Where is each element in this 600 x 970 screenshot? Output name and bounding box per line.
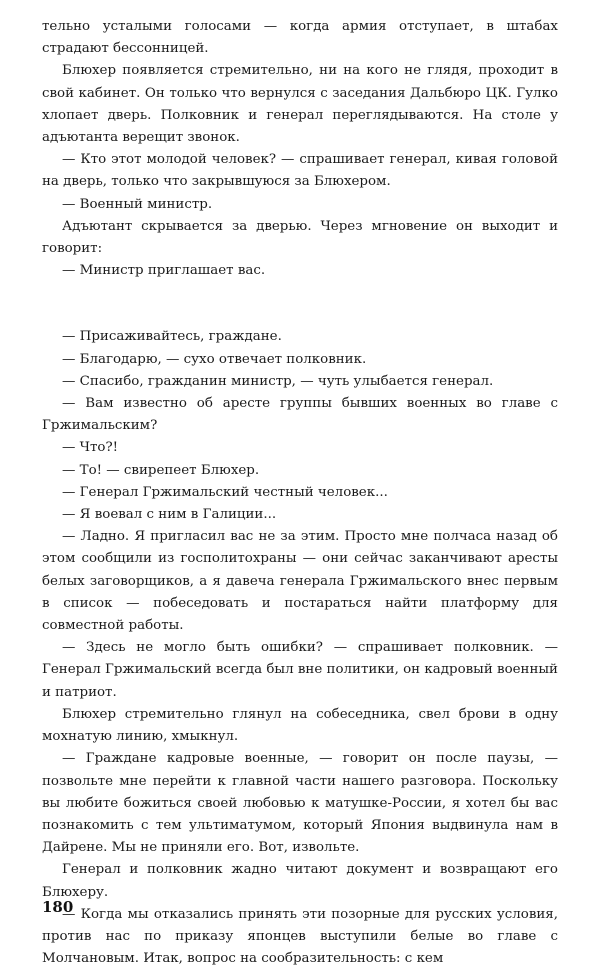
paragraph: — То! — свирепеет Блюхер. [62, 462, 260, 478]
paragraph: — Граждане кадровые военные, — говорит он после паузы, — позвольте мне перейти к главной части нашего разговора. Поскольку вы любите божиться своей любовью к матушке-России, я хотел бы вас познакомить с тем ультиматумом, который Япония выдвинула нам в Дайрене. Мы не приняли его. Вот, извольте. [42, 751, 558, 856]
paragraph: — Военный министр. [62, 196, 213, 212]
page-number: 180 [42, 898, 74, 916]
page-body [42, 16, 558, 970]
paragraph: Адъютант скрывается за дверью. Через мгновение он выходит и говорит: [42, 218, 558, 257]
paragraph: Блюхер появляется стремительно, ни на кого не глядя, проходит в свой кабинет. Он только что вернулся с заседания Дальбюро ЦК. Гулко хлопает дверь. Полковник и генерал переглядываются. На столе у адъютанта верещит звонок. [42, 63, 558, 146]
paragraph: — Что?! [62, 440, 119, 456]
paragraph: — Министр приглашает вас. [62, 263, 266, 279]
paragraph: Генерал и полковник жадно читают документ и возвращают его Блюхеру. [42, 862, 558, 900]
section-gap [42, 282, 558, 326]
paragraph: — Вам известно об аресте группы бывших военных во главе с Гржимальским? [42, 396, 558, 434]
paragraph: — Спасибо, гражданин министр, — чуть улыбается генерал. [62, 373, 494, 389]
paragraph: — Когда мы отказались принять эти позорные для русских условия, против нас по приказу японцев выступили белые во главе с Молчановым. Итак, вопрос на сообразительность: с кем [42, 906, 558, 967]
paragraph: Блюхер стремительно глянул на собеседника, свел брови в одну мохнатую линию, хмыкнул. [42, 706, 558, 745]
paragraph: — Благодарю, — сухо отвечает полковник. [62, 351, 367, 367]
paragraph: тельно усталыми голосами — когда армия отступает, в штабах страдают бессонницей. [42, 19, 558, 57]
paragraph: — Я воевал с ним в Галиции... [62, 507, 277, 523]
paragraph: — Ладно. Я пригласил вас не за этим. Просто мне полчаса назад об этом сообщили из госполитохраны — они сейчас заканчивают аресты белых заговорщиков, а я давеча генерала Гржимальского внес первым в список — побеседовать и постараться найти платформу для совместной работы. [42, 529, 558, 634]
paragraph: — Присаживайтесь, граждане. [62, 329, 282, 345]
paragraph: — Генерал Гржимальский честный человек... [62, 484, 388, 500]
paragraph: — Здесь не могло быть ошибки? — спрашивает полковник. — Генерал Гржимальский всегда был вне политики, он кадровый военный и патриот. [42, 640, 558, 700]
paragraph: — Кто этот молодой человек? — спрашивает генерал, кивая головой на дверь, только что закрывшуюся за Блюхером. [42, 152, 558, 190]
